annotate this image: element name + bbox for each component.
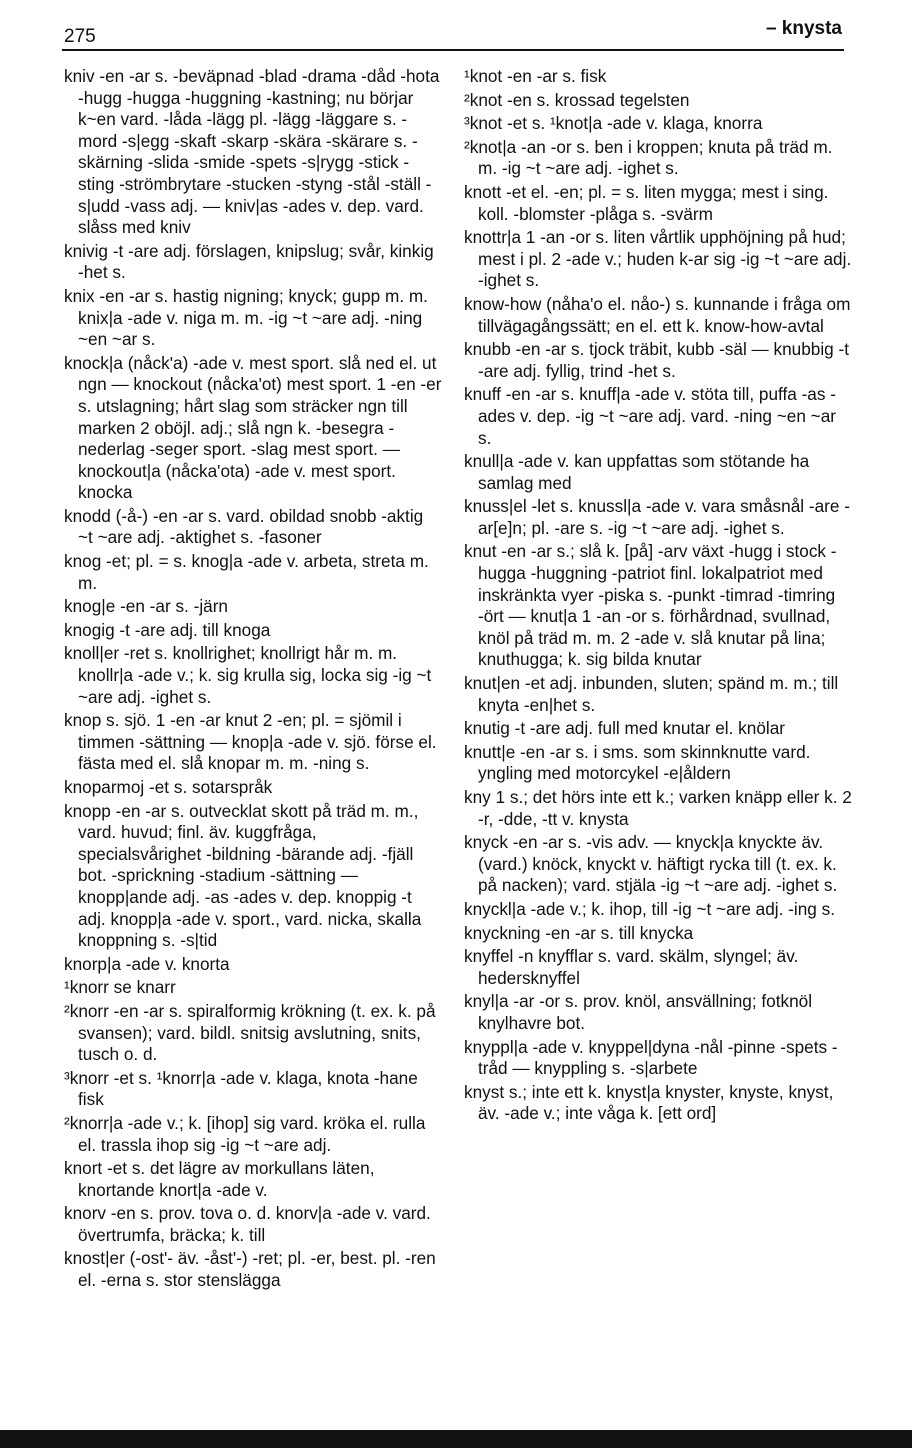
entry-knuten: knut|en -et adj. inbunden, sluten; spänd m. m.; till knyta -en|het s. xyxy=(464,673,839,715)
entry-knutte: knutt|e -en -ar s. i sms. som skinnknutte vard. yngling med motorcykel -e|åldern xyxy=(464,741,811,784)
entry-knopp: knopp -en -ar s. outvecklat skott på träd m. m., vard. huvud; finl. äv. kuggfråga, specialsvårighet -bildning -bärande adj. -fjäll bot. -sprickning -stadium -sättning — knopp|ande adj. -as -ades v. dep. knoppig -t adj. knopp|a -ade v. sport., vard. nicka, skalla knoppning s. -s|tid xyxy=(64,800,422,951)
entry-knot-3: ³knot -et s. ¹knot|a -ade v. klaga, knorra xyxy=(464,113,763,134)
entry-knyckla: knyckl|a -ade v.; k. ihop, till -ig ~t ~are adj. -ing s. xyxy=(464,898,835,919)
entry-knorra-2: ²knorr|a -ade v.; k. [ihop] sig vard. kröka el. rulla el. trassla ihop sig -ig ~t ~are adj. xyxy=(64,1112,426,1155)
entry-knog: knog -et; pl. = s. knog|a -ade v. arbeta, streta m. m. xyxy=(64,551,429,593)
entry-knubb: knubb -en -ar s. tjock träbit, kubb -säl — knubbig -t -are adj. fyllig, trind -het s. xyxy=(464,339,849,381)
entry-knivig: knivig -t -are adj. förslagen, knipslug; svår, kinkig -het s. xyxy=(64,240,434,283)
entry-knuff: knuff -en -ar s. knuff|a -ade v. stöta till, puffa -as -ades v. dep. -ig ~t ~are adj. vard. -ning ~en ~ar s. xyxy=(464,384,836,448)
entry-knoster: knost|er (-ost'- äv. -åst'-) -ret; pl. -er, best. pl. -ren el. -erna s. stor stenslägga xyxy=(64,1248,436,1291)
entry-knyck: knyck -en -ar s. -vis adv. — knyck|a knyckte äv. (vard.) knöck, knyckt v. häftigt rycka till (t. ex. k. på nacken); vard. stjäla -ig ~t ~are adj. -ighet s. xyxy=(464,832,838,896)
entry-knorpa: knorp|a -ade v. knorta xyxy=(64,953,230,974)
entry-knogig: knogig -t -are adj. till knoga xyxy=(64,619,271,640)
entry-knyffel: knyffel -n knyfflar s. vard. skälm, slyngel; äv. hedersknyffel xyxy=(464,946,799,988)
entry-knodd: knodd (-å-) -en -ar s. vard. obildad snobb -aktig ~t ~are adj. -aktighet s. -fasoner xyxy=(64,505,424,548)
entry-knut: knut -en -ar s.; slå k. [på] -arv växt -hugg i stock -hugga -huggning -patriot finl. lokalpatriot med inskränkta vyer -piska s. -punkt -timrad -timring -ört — knut|a 1 -an -or s. förhårdnad, svullnad, knöl på träd m. m. 2 -ade v. slå knutar på lina; knuthugga; k. sig bilda knutar xyxy=(464,541,837,670)
entry-knot-2: ²knot -en s. krossad tegelsten xyxy=(464,89,690,110)
entry-know-how: know-how (nåha'o el. nåo-) s. kunnande i fråga om tillvägagångssätt; en el. ett k. know-how-avtal xyxy=(464,293,851,336)
entry-knoparmoj: knoparmoj -et s. sotarspråk xyxy=(64,777,273,797)
header-rule xyxy=(62,49,844,51)
entry-knop: knop s. sjö. 1 -en -ar knut 2 -en; pl. = sjömil i timmen -sättning — knop|a -ade v. sjö. förse el. fästa med el. slå knopar m. m. -ning s. xyxy=(64,710,437,774)
entry-kniv: kniv -en -ar s. -beväpnad -blad -drama -dåd -hota -hugg -hugga -huggning -kastning; nu börjar k~en vard. -låda -lägg pl. -lägg -läggare s. -mord -s|egg -skaft -skarp -skära -skärare s. -skärning -slida -smide -spets -s|rygg -stick -sting -strömbrytare -stucken -styng -stål -ställ -s|udd -vass adj. — kniv|as -ades v. dep. vard. slåss med kniv xyxy=(64,66,440,238)
entry-knorr-2: ²knorr -en -ar s. spiralformig krökning (t. ex. k. på svansen); vard. bildl. snitsig avslutning, snits, tusch o. d. xyxy=(64,1000,436,1065)
entry-knorr-1: ¹knorr se knarr xyxy=(64,977,176,998)
entry-knot-1: ¹knot -en -ar s. fisk xyxy=(464,66,607,86)
entry-knyckning: knyckning -en -ar s. till knycka xyxy=(464,922,694,943)
page-number: 275 xyxy=(64,26,96,47)
entry-knyla: knyl|a -ar -or s. prov. knöl, ansvällning; fotknöl knylhavre bot. xyxy=(464,991,813,1033)
left-column xyxy=(64,66,442,1294)
entry-knix: knix -en -ar s. hastig nigning; knyck; gupp m. m. knix|a -ade v. niga m. m. -ig ~t ~are adj. -ning ~en ~ar s. xyxy=(64,285,428,350)
entry-knulla: knull|a -ade v. kan uppfattas som stötande ha samlag med xyxy=(464,451,810,493)
entry-kny: kny 1 s.; det hörs inte ett k.; varken knäpp eller k. 2 -r, -dde, -tt v. knysta xyxy=(464,787,852,829)
entry-knussel: knuss|el -let s. knussl|a -ade v. vara småsnål -are -ar[e]n; pl. -are s. -ig ~t ~are adj. -ighet s. xyxy=(464,496,850,538)
entry-knutig: knutig -t -are adj. full med knutar el. knölar xyxy=(464,718,785,739)
entry-knocka: knock|a (nåck'a) -ade v. mest sport. slå ned el. ut ngn — knockout (nåcka'ot) mest sport. 1 -en -er s. utslagning; hårt slag som sträcker ngn till marken 2 oböjl. adj.; slå ngn k. -besegra -nederlag -seger sport. -slag mest sport. — knockout|a (nåcka'ota) -ade v. mest sport. knocka xyxy=(64,352,442,503)
right-column xyxy=(464,66,852,1127)
entry-knott: knott -et el. -en; pl. = s. liten mygga; mest i sing. koll. -blomster -plåga s. -svärm xyxy=(464,181,829,224)
entry-knoller: knoll|er -ret s. knollrighet; knollrigt hår m. m. knollr|a -ade v.; k. sig krulla sig, locka sig -ig ~t ~are adj. -ighet s. xyxy=(64,643,432,707)
entry-knorr-3: ³knorr -et s. ¹knorr|a -ade v. klaga, knota -hane fisk xyxy=(64,1067,418,1110)
scan-bottom-band xyxy=(0,1430,912,1448)
entry-knoge: knog|e -en -ar s. -järn xyxy=(64,596,228,617)
entry-knyppla: knyppl|a -ade v. knyppel|dyna -nål -pinne -spets -tråd — knyppling s. -s|arbete xyxy=(464,1036,838,1079)
entry-knorv: knorv -en s. prov. tova o. d. knorv|a -ade v. vard. övertrumfa, bräcka; k. till xyxy=(64,1203,431,1245)
running-head-guide-word: – knysta xyxy=(765,18,842,39)
entry-knort: knort -et s. det lägre av morkullans läten, knortande knort|a -ade v. xyxy=(64,1158,375,1200)
entry-knottra: knottr|a 1 -an -or s. liten vårtlik upphöjning på hud; mest i pl. 2 -ade v.; huden k-ar sig -ig ~t ~are adj. -ighet s. xyxy=(464,227,852,291)
entry-knota-2: ²knot|a -an -or s. ben i kroppen; knuta på träd m. m. -ig ~t ~are adj. -ighet s. xyxy=(464,136,833,179)
entry-knyst: knyst s.; inte ett k. knyst|a knyster, knyste, knyst, äv. -ade v.; inte våga k. [ett ord] xyxy=(464,1081,834,1124)
